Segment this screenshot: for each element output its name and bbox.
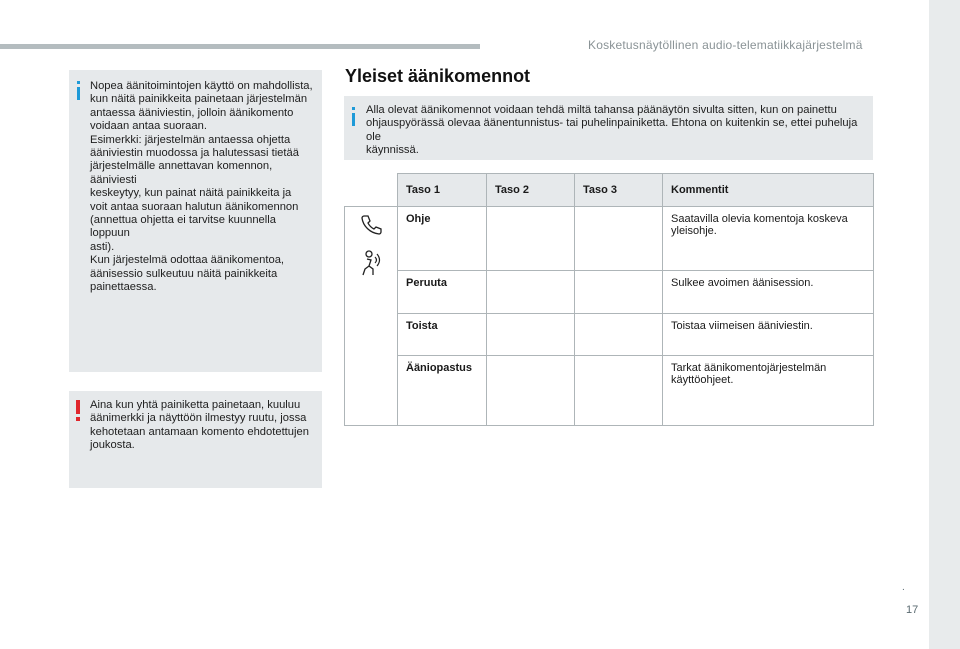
section-info-text: Alla olevat äänikomennot voidaan tehdä miltä tahansa päänäytön sivulta sitten, kun on painettu ohjauspyörässä olevaa äänentunnistus- tai puhelinpainiketta. Ehtona on kuitenkin se, ettei puheluja ole käynnissä. <box>366 104 858 157</box>
info-note-text: Nopea äänitoimintojen käyttö on mahdollista, kun näitä painikkeita painetaan järjestelmän antaessa ääniviestin, jolloin äänikomento voidaan antaa suoraan. Esimerkki: järjestelmän antaessa ohjetta ääniviestin muodossa ja halutessasi tietää järjestelmälle annettavan komennon, ääniviesti keskeytyy, kun painat näitä painikkeita ja voit antaa suoraan halutun äänikomennon (annettua ohjetta ei tarvitse kuunnella loppuun asti). Kun järjestelmä odottaa äänikomentoa, äänisessio sulkeutuu näitä painikkeita painettaessa. <box>90 80 313 294</box>
table-row <box>345 356 874 426</box>
command-comment: Tarkat äänikomentojärjestelmän käyttöohjeet. <box>663 356 874 426</box>
phone-icon <box>345 213 397 235</box>
header-comments: Kommentit <box>663 174 874 207</box>
command-level-2 <box>487 207 575 271</box>
header-rule <box>0 44 480 49</box>
command-level-3 <box>575 271 663 314</box>
voice-recognition-icon <box>345 249 397 279</box>
warning-note-text: Aina kun yhtä painiketta painetaan, kuuluu äänimerkki ja näyttöön ilmestyy ruutu, jossa kehotetaan antamaan komento ehdotettujen joukosta. <box>90 399 309 452</box>
command-level-2 <box>487 314 575 356</box>
header-icon-cell <box>345 174 398 207</box>
command-comment: Sulkee avoimen äänisession. <box>663 271 874 314</box>
command-level-1: Ääniopastus <box>398 356 487 426</box>
command-level-3 <box>575 314 663 356</box>
right-margin-strip <box>929 0 960 649</box>
command-comment: Toistaa viimeisen ääniviestin. <box>663 314 874 356</box>
voice-commands-table <box>344 173 874 426</box>
command-level-1: Toista <box>398 314 487 356</box>
table-header-row <box>345 174 874 207</box>
warning-note-box <box>69 391 322 488</box>
command-level-1: Peruuta <box>398 271 487 314</box>
info-note-box <box>69 70 322 372</box>
button-icons-cell <box>345 207 398 426</box>
header-level-3: Taso 3 <box>575 174 663 207</box>
page-marker: . <box>902 582 905 593</box>
table-row <box>345 271 874 314</box>
command-comment: Saatavilla olevia komentoja koskeva yleisohje. <box>663 207 874 271</box>
table-row <box>345 207 874 271</box>
header-level-2: Taso 2 <box>487 174 575 207</box>
table-row <box>345 314 874 356</box>
header-level-1: Taso 1 <box>398 174 487 207</box>
command-level-1: Ohje <box>398 207 487 271</box>
section-info-box <box>344 96 873 160</box>
command-level-3 <box>575 207 663 271</box>
command-level-2 <box>487 356 575 426</box>
page-header-title: Kosketusnäytöllinen audio-telematiikkajärjestelmä <box>588 38 863 52</box>
command-level-3 <box>575 356 663 426</box>
section-title: Yleiset äänikomennot <box>345 66 531 86</box>
command-level-2 <box>487 271 575 314</box>
page-number: 17 <box>906 604 919 616</box>
